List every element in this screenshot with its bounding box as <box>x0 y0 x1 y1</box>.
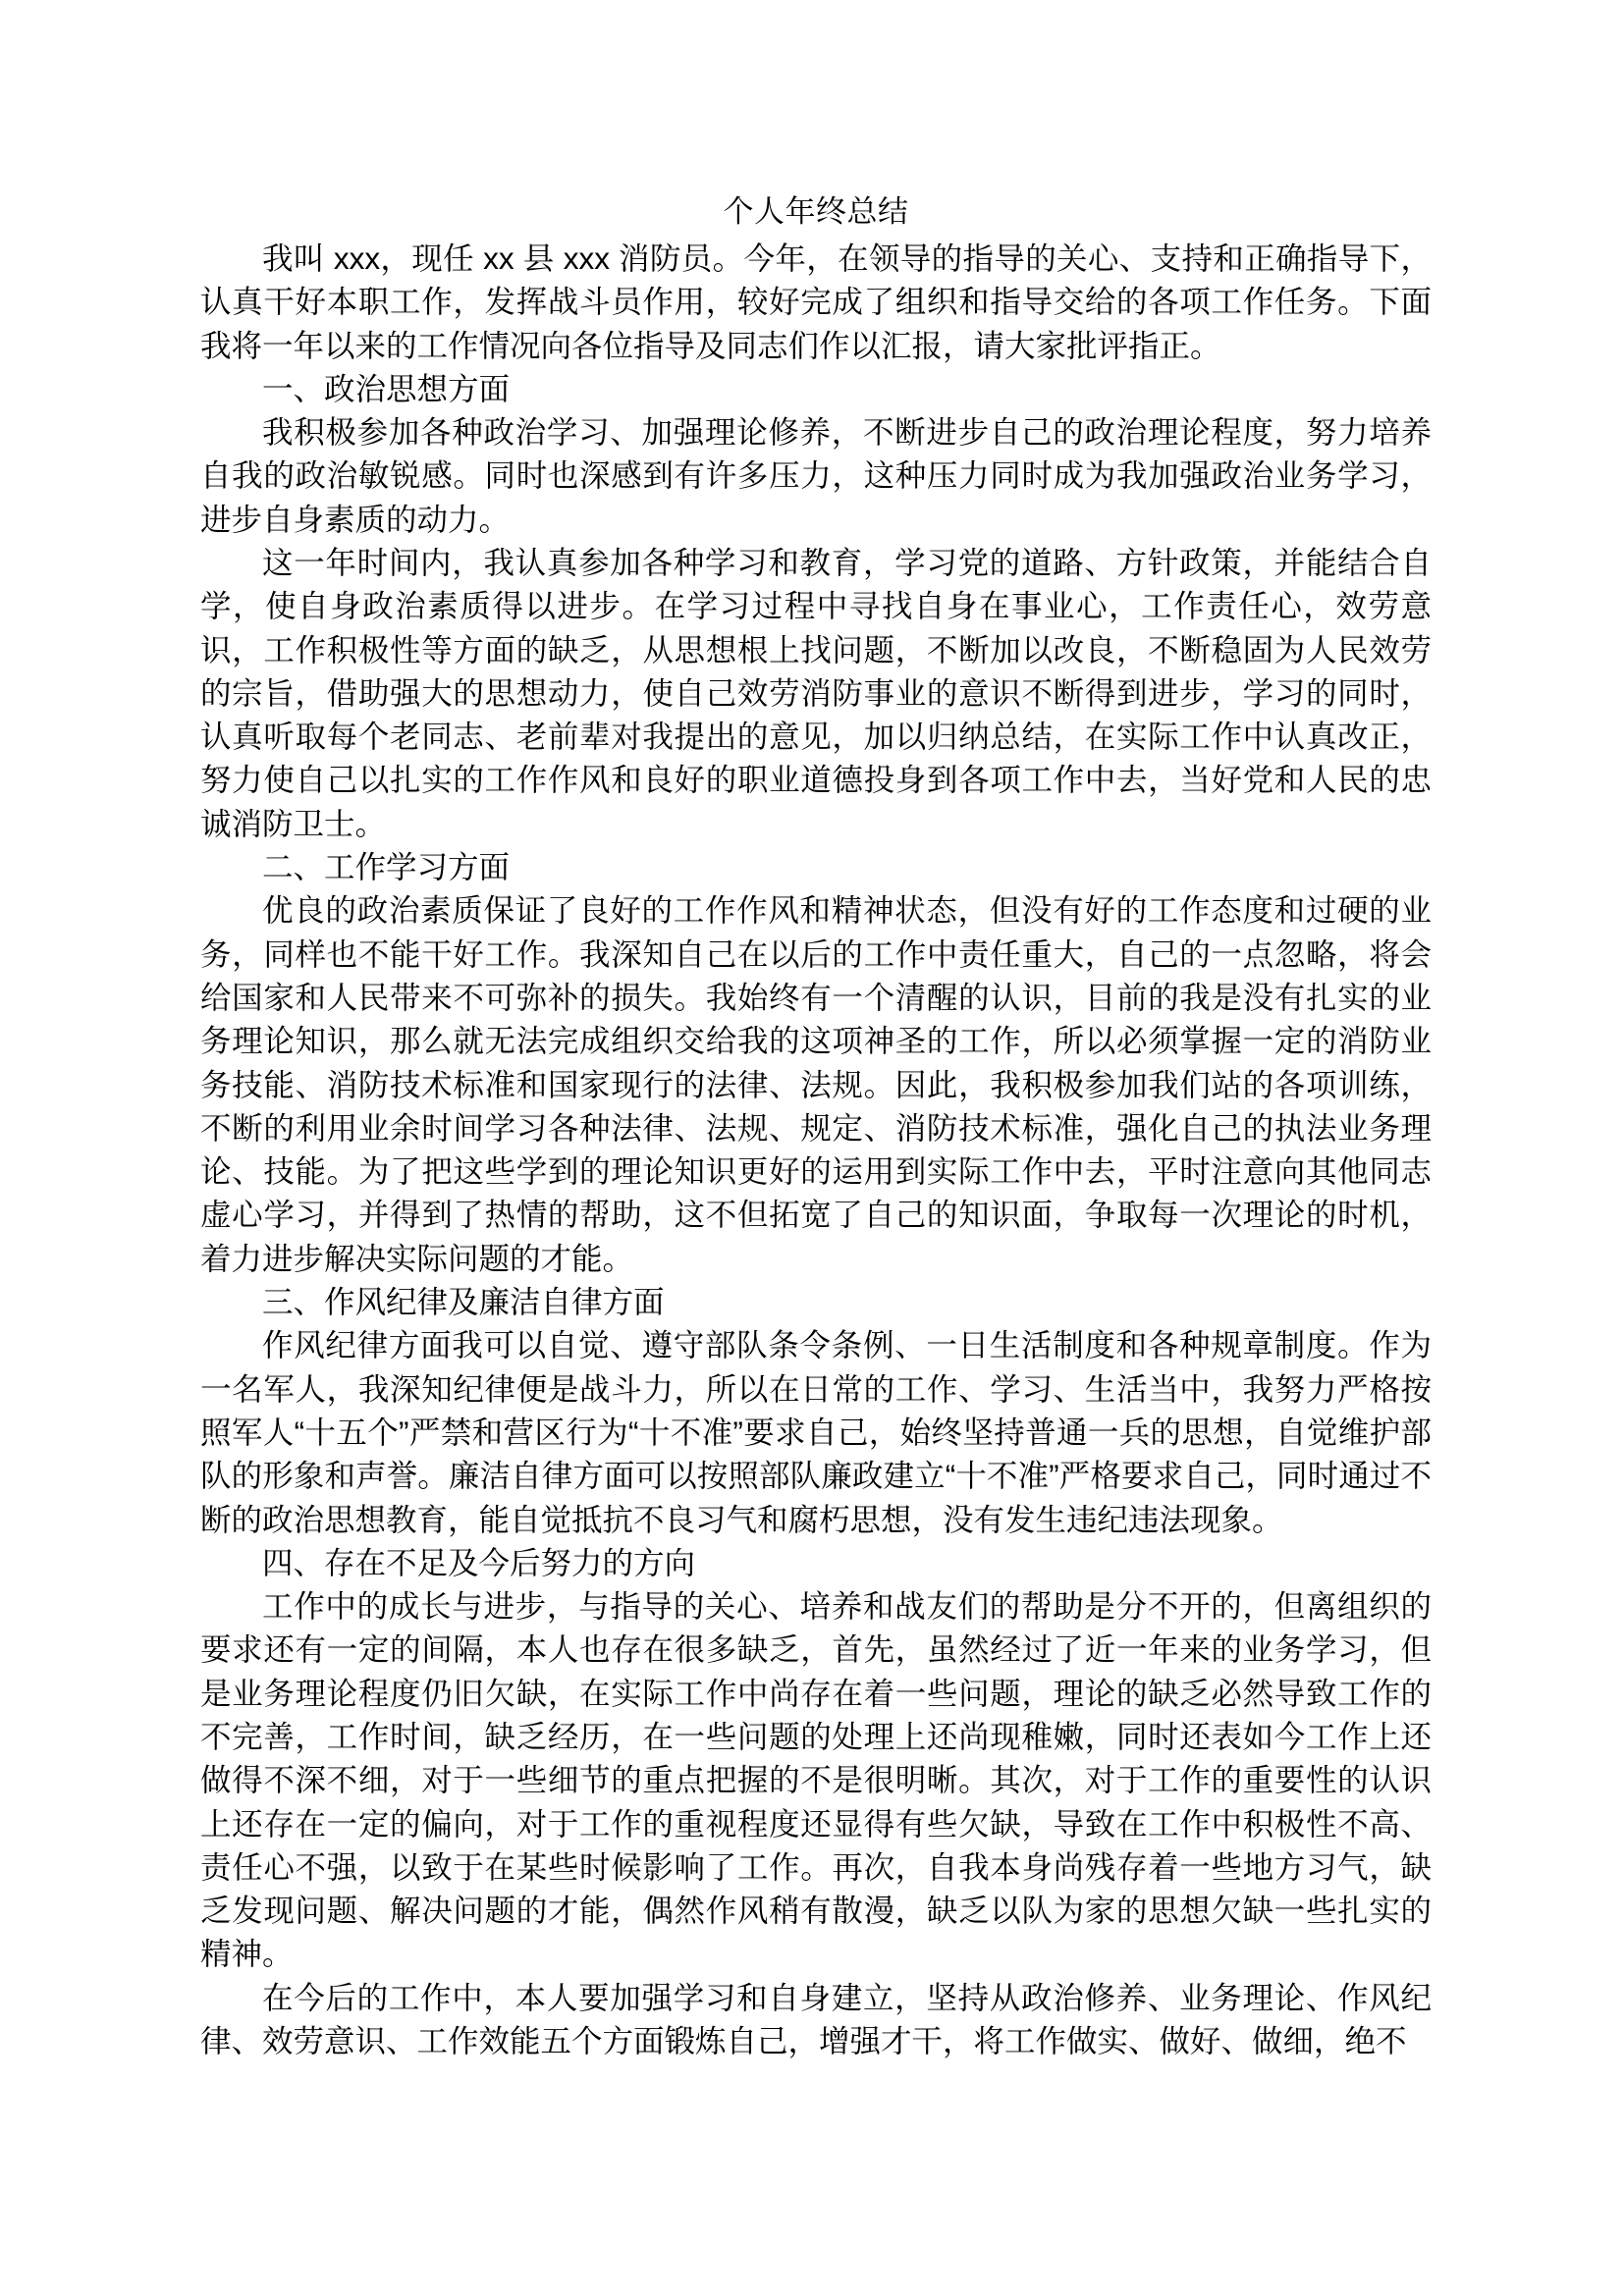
section-heading-4: 四、存在不足及今后努力的方向 <box>262 1544 696 1580</box>
paragraph-section-3-1: 作风纪律方面我可以自觉、遵守部队条令条例、一日生活制度和各种规章制度。作为一名军人，我深知纪律便是战斗力，所以在日常的工作、学习、生活当中，我努力严格按照军人“十五个”严禁和营区行为“十不准”要求自己，始终坚持普通一兵的思想，自觉维护部队的形象和声誉。廉洁自律方面可以按照部队廉政建立“十不准”严格要求自己，同时通过不断的政治思想教育，能自觉抵抗不良习气和腐朽思想，没有发生违纪违法现象。 <box>200 1327 1432 1537</box>
document-body <box>200 192 1432 2062</box>
section-heading-3: 三、作风纪律及廉洁自律方面 <box>262 1284 665 1320</box>
paragraph-section-4-1: 工作中的成长与进步，与指导的关心、培养和战友们的帮助是分不开的，但离组织的要求还有一定的间隔，本人也存在很多缺乏，首先，虽然经过了近一年来的业务学习，但是业务理论程度仍旧欠缺，在实际工作中尚存在着一些问题，理论的缺乏必然导致工作的不完善，工作时间，缺乏经历，在一些问题的处理上还尚现稚嫩，同时还表如今工作上还做得不深不细，对于一些细节的重点把握的不是很明晰。其次，对于工作的重要性的认识上还存在一定的偏向，对于工作的重视程度还显得有些欠缺，导致在工作中积极性不高、责任心不强，以致于在某些时候影响了工作。再次，自我本身尚残存着一些地方习气，缺乏发现问题、解决问题的才能，偶然作风稍有散漫，缺乏以队为家的思想欠缺一些扎实的精神。 <box>200 1588 1432 1972</box>
paragraph-section-2-1: 优良的政治素质保证了良好的工作作风和精神状态，但没有好的工作态度和过硬的业务，同样也不能干好工作。我深知自己在以后的工作中责任重大，自己的一点忽略，将会给国家和人民带来不可弥补的损失。我始终有一个清醒的认识，目前的我是没有扎实的业务理论知识，那么就无法完成组织交给我的这项神圣的工作，所以必须掌握一定的消防业务技能、消防技术标准和国家现行的法律、法规。因此，我积极参加我们站的各项训练，不断的利用业余时间学习各种法律、法规、规定、消防技术标准，强化自己的执法业务理论、技能。为了把这些学到的理论知识更好的运用到实际工作中去，平时注意向其他同志虚心学习，并得到了热情的帮助，这不但拓宽了自己的知识面，争取每一次理论的时机，着力进步解决实际问题的才能。 <box>200 892 1432 1276</box>
page-title: 个人年终总结 <box>723 194 909 229</box>
paragraph-section-4-2: 在今后的工作中，本人要加强学习和自身建立，坚持从政治修养、业务理论、作风纪律、效劳意识、工作效能五个方面锻炼自己，增强才干，将工作做实、做好、做细，绝不 <box>200 1979 1432 2059</box>
paragraph-section-1-1: 我积极参加各种政治学习、加强理论修养，不断进步自己的政治理论程度，努力培养自我的政治敏锐感。同时也深感到有许多压力，这种压力同时成为我加强政治业务学习，进步自身素质的动力。 <box>200 414 1432 537</box>
paragraph-intro: 我叫 xxx，现任 xx 县 xxx 消防员。今年，在领导的指导的关心、支持和正确指导下，认真干好本职工作，发挥战斗员作用，较好完成了组织和指导交给的各项工作任务。下面我将一年以来的工作情况向各位指导及同志们作以汇报，请大家批评指正。 <box>200 240 1432 363</box>
section-heading-1: 一、政治思想方面 <box>262 370 511 406</box>
paragraph-section-1-2: 这一年时间内，我认真参加各种学习和教育，学习党的道路、方针政策，并能结合自学，使自身政治素质得以进步。在学习过程中寻找自身在事业心，工作责任心，效劳意识，工作积极性等方面的缺乏，从思想根上找问题，不断加以改良，不断稳固为人民效劳的宗旨，借助强大的思想动力，使自己效劳消防事业的意识不断得到进步，学习的同时，认真听取每个老同志、老前辈对我提出的意见，加以归纳总结，在实际工作中认真改正，努力使自己以扎实的工作作风和良好的职业道德投身到各项工作中去，当好党和人民的忠诚消防卫士。 <box>200 544 1432 841</box>
section-heading-2: 二、工作学习方面 <box>262 849 511 885</box>
